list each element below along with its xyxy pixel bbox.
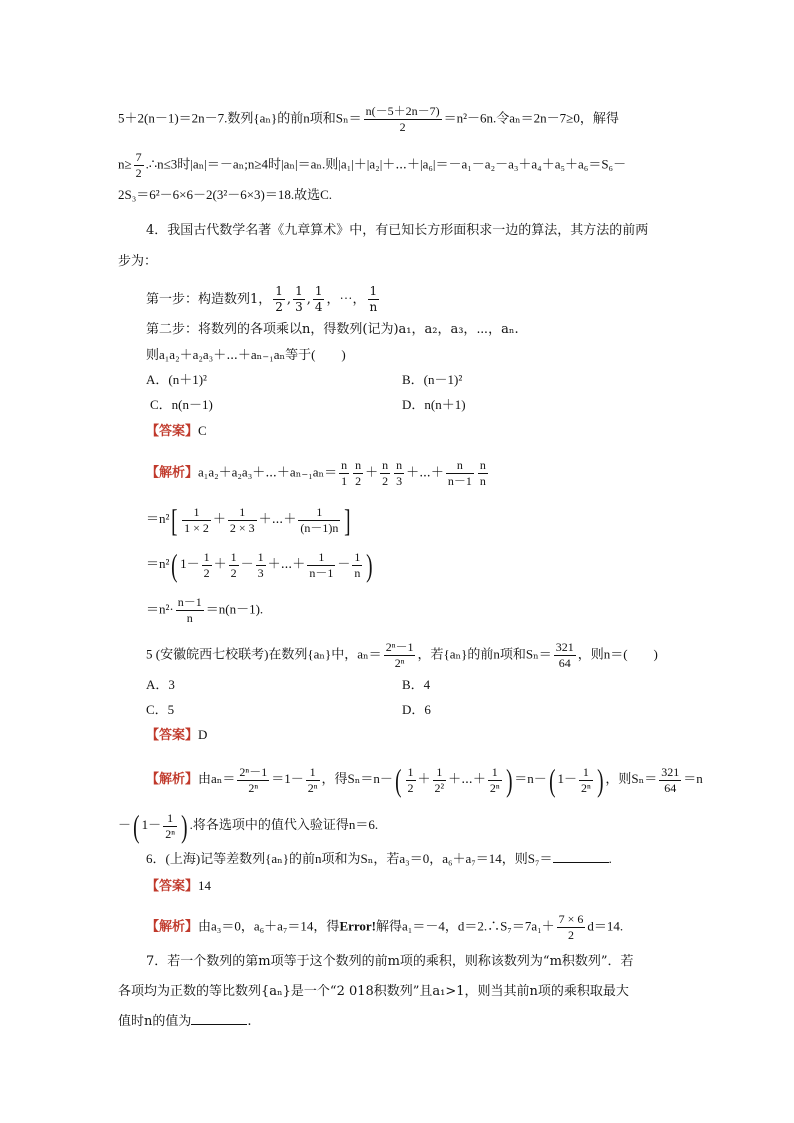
answer-blank (191, 1012, 247, 1025)
q4-expl-line-2: ＝n²[ $\frac{1}{1 \times 2}$ ＋ $\frac{1}{2 \times 3}$ ＋⋯＋ $\frac{1}{(n-1)n}$ ] (146, 502, 351, 538)
q5-option-d: D．6 (402, 702, 431, 717)
q7-line-3: 值时n的值为 . (118, 1014, 252, 1029)
q5-option-b: B．4 (402, 677, 431, 692)
q4-option-d: D．n(n＋1) (402, 397, 466, 412)
q4-ask: 则a₁a₂＋a₂a₃＋⋯＋aₙ₋₁aₙ等于( ) (146, 347, 346, 362)
answer-blank (553, 850, 609, 863)
solution-line-2: n≥ $\frac{7}{2}$ .∴n≤3时|aₙ|＝－aₙ;n≥4时|aₙ|＝aₙ.则|a₁|＋|a₂|＋⋯＋|a₆|＝－a₁－a₂－a₃＋a₄＋a₅＋a₆＝S₆－ (118, 150, 627, 180)
answer-tag: 【答案】 (146, 424, 199, 439)
q5-answer: 【答案】D (146, 727, 208, 743)
fraction: $\frac{1}{n}$ (369, 284, 378, 314)
explanation-tag: 【解析】 (146, 919, 199, 935)
q4-expl-line-4: ＝n²· $\frac{n-1}{n}$ ＝n(n－1). (146, 595, 264, 625)
q6-answer: 【答案】14 (146, 878, 212, 894)
fraction: $\frac{1}{3}$ (295, 284, 303, 314)
q4-stem-line-2: 步为： (118, 254, 158, 269)
q4-stem-line-1: 4．我国古代数学名著《九章算术》中，有已知长方形面积求一边的算法，其方法的前两 (146, 223, 649, 238)
solution-line-1: 5＋2(n－1)＝2n－7.数列{aₙ}的前n项和Sₙ＝ $\frac{n(-5+2n-7)}{2}$ ＝n²－6n.令aₙ＝2n－7≥0，解得 (118, 104, 619, 134)
fraction: $\frac{n(-5+2n-7)}{2}$ (365, 104, 440, 134)
q6-stem: 6．(上海)记等差数列{aₙ}的前n项和为Sₙ，若a₃＝0，a₆＋a₇＝14，则S₇＝ . (146, 851, 612, 866)
fraction: $\frac{1}{2}$ (275, 284, 283, 314)
q4-option-a: A．(n＋1)² (146, 372, 207, 387)
fraction: $\frac{321}{64}$ (555, 640, 574, 670)
fraction: $\frac{\text{2ⁿ－1}}{\text{2ⁿ}}$ (385, 640, 414, 670)
q4-step-2: 第二步：将数列的各项乘以n，得数列(记为)a₁，a₂，a₃，⋯，aₙ. (146, 322, 519, 337)
explanation-tag: 【解析】 (146, 771, 199, 787)
q5-option-c: C．5 (146, 702, 175, 717)
answer-tag: 【答案】 (146, 879, 199, 894)
fraction: $\frac{1}{4}$ (314, 284, 323, 314)
q7-line-1: 7．若一个数列的第m项等于这个数列的前m项的乘积，则称该数列为“m积数列”．若 (146, 954, 634, 969)
q7-line-2: 各项均为正数的等比数列{aₙ}是一个“2 018积数列”且a₁>1，则当其前n项的乘积取最大 (118, 984, 629, 999)
q5-expl-line-1: 【解析】由aₙ＝ $\frac{\text{2ⁿ－1}}{\text{2ⁿ}}$ ＝1－ $\frac{1}{\text{2ⁿ}}$ ，得Sₙ＝n－( $\frac{1}{2}$ ＋ $\frac{1}{\text{2²}}$ ＋⋯＋ $\frac{1}{\text{2ⁿ}}$ ) ＝n－( 1－ $\frac{1}{\text{2ⁿ}}$ ) ，则Sₙ＝ $\frac{321}{64}$ ＝n (146, 762, 703, 798)
fraction: $\frac{7 \times 6}{2}$ (558, 912, 584, 942)
fraction: $\frac{n-1}{n}$ (177, 595, 202, 625)
explanation-tag: 【解析】 (146, 465, 199, 481)
q4-answer: 【答案】C (146, 423, 207, 439)
answer-tag: 【答案】 (146, 728, 199, 743)
q5-stem: 5 (安徽皖西七校联考)在数列{aₙ}中，aₙ＝ $\frac{\text{2ⁿ－1}}{\text{2ⁿ}}$ ，若{aₙ}的前n项和Sₙ＝ $\frac{321}{64}$ ，则n＝( ) (146, 640, 658, 670)
q4-step-1: 第一步：构造数列1， $\frac{1}{2}$ , $\frac{1}{3}$ , $\frac{1}{4}$ ，⋯， $\frac{1}{n}$ (146, 284, 378, 314)
q4-option-c: C．n(n－1) (150, 397, 213, 412)
q4-expl-line-1: 【解析】a₁a₂＋a₂a₃＋⋯＋aₙ₋₁aₙ＝ $\frac{n}{1}$ $\frac{n}{2}$ ＋ $\frac{n}{2}$ $\frac{n}{3}$ ＋⋯＋ $\frac{n}{n-1}$ $\frac{n}{n}$ (146, 458, 486, 488)
q5-option-a: A．3 (146, 677, 175, 692)
fraction: $\frac{7}{2}$ (135, 150, 142, 180)
q4-expl-line-3: ＝n²( 1－ $\frac{1}{2}$ ＋ $\frac{1}{2}$ － $\frac{1}{3}$ ＋⋯＋ $\frac{1}{n-1}$ － $\frac{1}{n}$ ) (146, 547, 373, 583)
q4-option-b: B．(n－1)² (402, 372, 463, 387)
q5-expl-line-2: －( 1－ $\frac{1}{\text{2ⁿ}}$ ) .将各选项中的值代入验证得n＝6. (118, 808, 379, 844)
solution-line-3: 2S₃＝6²－6×6－2(3²－6×3)＝18.故选C. (118, 187, 333, 202)
q6-expl: 【解析】由a₃＝0，a₆＋a₇＝14，得Error!解得a₁＝－4，d＝2.∴S₇＝7a₁＋ $\frac{7 \times 6}{2}$ d＝14. (146, 912, 624, 942)
